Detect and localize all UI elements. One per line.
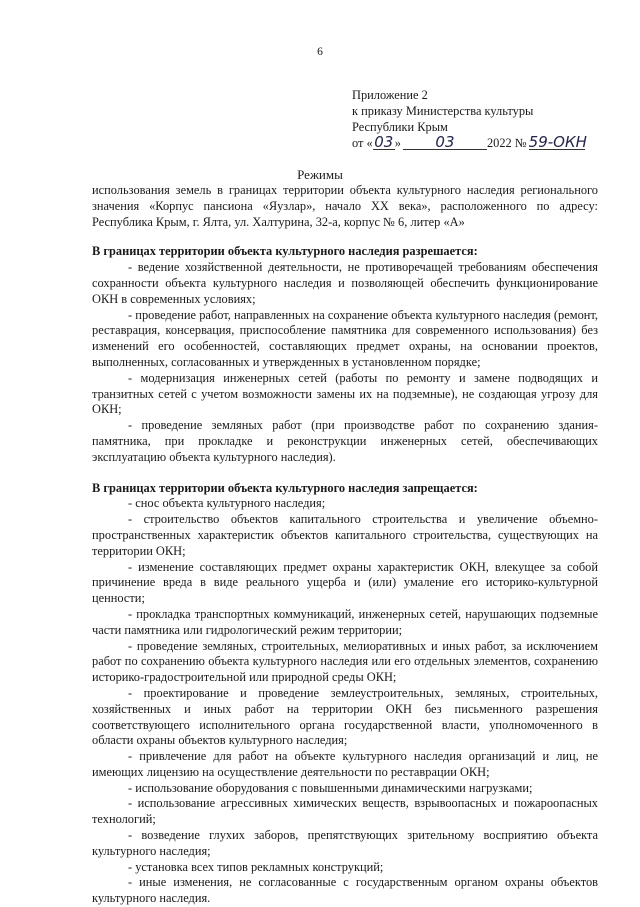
forbidden-item: - иные изменения, не согласованные с государственным органом охраны объектов культурного наследия. xyxy=(92,875,598,906)
forbidden-item: - использование агрессивных химических веществ, взрывоопасных и пожароопасных технологий; xyxy=(92,796,598,827)
forbidden-item: - привлечение для работ на объекте культурного наследия организаций и лиц, не имеющих лицензию на осуществление деятельности по реставрации ОКН; xyxy=(92,749,598,779)
allowed-item: - проведение земляных работ (при производстве работ по сохранению здания-памятника, при прокладке и реконструкции инженерных сетей, обеспечивающих эксплуатацию объекта культурного наследия). xyxy=(92,418,598,464)
forbidden-item: - возведение глухих заборов, препятствующих зрительному восприятию объекта культурного наследия; xyxy=(92,828,598,858)
document-body xyxy=(92,183,598,907)
appendix-date-line xyxy=(352,135,612,152)
allowed-item: - проведение работ, направленных на сохранение объекта культурного наследия (ремонт, реставрация, консервация, приспособление памятника для современного использования) без изменений его особенностей, составляющих предмет охраны, на основании проектов, выполненных, согласованных и утвержденных в установленном порядке; xyxy=(92,307,598,369)
appendix-line-1: Приложение 2 xyxy=(352,88,428,102)
allowed-item: - модернизация инженерных сетей (работы по ремонту и замене подводящих и транзитных сетей с учетом возможности замены их на подземные), не создающая угрозу для ОКН; xyxy=(92,370,598,417)
forbidden-item: - проектирование и проведение землеустроительных, земляных, строительных, хозяйственных и иных работ на территории ОКН без письменного разрешения соответствующего исполнительного органа государственной власти, уполномоченного в области охраны объектов культурного наследия; xyxy=(92,685,598,748)
forbidden-item: - изменение составляющих предмет охраны характеристик ОКН, влекущее за собой причинение вреда в виде реального ущерба и (или) умаление его историко-культурной ценности; xyxy=(92,559,598,606)
forbidden-item: - проведение земляных, строительных, мелиоративных и иных работ, за исключением работ по сохранению объекта культурного наследия или его отдельных элементов, сохранению историко-градостроительной или природной среды ОКН; xyxy=(92,638,598,685)
appendix-line-3: Республики Крым xyxy=(352,119,448,134)
appendix-block xyxy=(352,88,612,152)
page-number: 6 xyxy=(317,46,323,58)
date-day-close: » xyxy=(394,136,401,151)
order-number: 59-ОКН xyxy=(528,133,587,152)
forbidden-item: - установка всех типов рекламных конструкций; xyxy=(128,859,384,874)
date-year-number-label: 2022 № xyxy=(486,136,527,151)
forbidden-item: - использование оборудования с повышенными динамическими нагрузками; xyxy=(128,780,533,795)
date-month: 03 xyxy=(403,135,487,150)
forbidden-item: - строительство объектов капитального строительства и увеличение объемно-пространственных характеристик объектов капитального строительства, существующих на территории ОКН; xyxy=(92,512,598,558)
date-day: 03 xyxy=(374,133,394,152)
appendix-line-2: к приказу Министерства культуры xyxy=(352,103,534,118)
forbidden-item: - снос объекта культурного наследия; xyxy=(128,496,326,511)
date-prefix: от « xyxy=(352,136,373,151)
allowed-heading: В границах территории объекта культурного наследия разрешается: xyxy=(92,244,478,259)
forbidden-item: - прокладка транспортных коммуникаций, инженерных сетей, нарушающих подземные части памятника или гидрологический режим территории; xyxy=(92,606,598,637)
forbidden-heading: В границах территории объекта культурного наследия запрещается: xyxy=(92,480,478,495)
intro-paragraph: использования земель в границах территории объекта культурного наследия регионального значения «Корпус пансиона «Яузлар», начало XX века», расположенного по адресу: Республика Крым, г. Ялта, ул. Халтурина, 32-а, корпус № 6, литер «А» xyxy=(92,183,598,229)
allowed-item: - ведение хозяйственной деятельности, не противоречащей требованиям обеспечения сохранности объекта культурного наследия и позволяющей обеспечить функционирование ОКН в современных условиях; xyxy=(92,260,598,306)
document-title: Режимы xyxy=(297,167,343,182)
